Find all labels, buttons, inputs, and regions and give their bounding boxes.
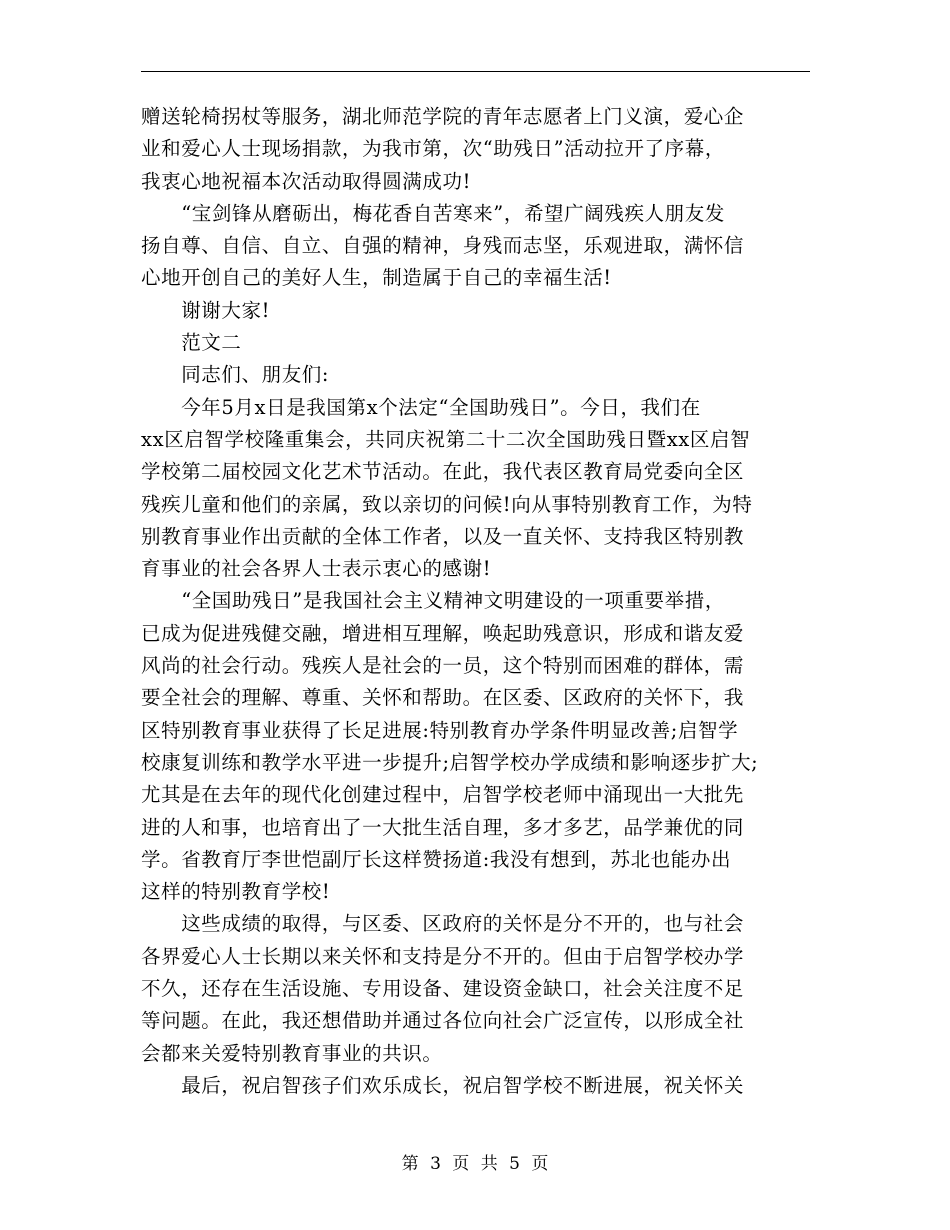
text-line: 赠送轮椅拐杖等服务，湖北师范学院的青年志愿者上门义演，爱心企	[141, 105, 745, 128]
text-line: 不久，还存在生活设施、专用设备、建设资金缺口，社会关注度不足	[141, 977, 745, 1001]
text-line: 风尚的社会行动。残疾人是社会的一员，这个特别而困难的群体，需	[141, 654, 745, 678]
text-line: 残疾儿童和他们的亲属，致以亲切的问候!向从事特别教育工作，为特	[141, 492, 753, 516]
text-line: 进的人和事，也培育出了一大批生活自理，多才多艺，品学兼优的同	[141, 815, 745, 839]
text-line: 要全社会的理解、尊重、关怀和帮助。在区委、区政府的关怀下，我	[141, 686, 745, 710]
text-line: 已成为促进残健交融，增进相互理解，唤起助残意识，形成和谐友爱	[141, 621, 745, 645]
text-line: 今年5月x日是我国第x个法定“全国助残日”。今日，我们在	[141, 395, 701, 419]
text-line: 等问题。在此，我还想借助并通过各位向社会广泛宣传，以形成全社	[141, 1009, 745, 1033]
text-line: 这样的特别教育学校!	[141, 880, 331, 904]
text-line: 学。省教育厅李世恺副厅长这样赞扬道:我没有想到，苏北也能办出	[141, 847, 732, 871]
text-line: “全国助残日”是我国社会主义精神文明建设的一项重要举措，	[141, 589, 725, 613]
text-line: 尤其是在去年的现代化创建过程中，启智学校老师中涌现出一大批先	[141, 783, 745, 807]
text-line: 会都来关爱特别教育事业的共识。	[141, 1041, 443, 1065]
text-line: 区特别教育事业获得了长足进展:特别教育办学条件明显改善;启智学	[141, 718, 739, 742]
text-line: 这些成绩的取得，与区委、区政府的关怀是分不开的，也与社会	[141, 912, 745, 936]
document-body	[141, 101, 810, 1102]
section-heading: 范文二	[141, 331, 242, 355]
text-line: 心地开创自己的美好人生，制造属于自己的幸福生活!	[141, 266, 612, 290]
text-line: 各界爱心人士长期以来关怀和支持是分不开的。但由于启智学校办学	[141, 944, 745, 968]
text-line: 最后，祝启智孩子们欢乐成长，祝启智学校不断进展，祝关怀关	[141, 1073, 745, 1097]
header-rule	[141, 71, 810, 72]
text-line: 别教育事业作出贡献的全体工作者，以及一直关怀、支持我区特别教	[141, 524, 745, 548]
text-line: 校康复训练和教学水平进一步提升;启智学校办学成绩和影响逐步扩大;	[141, 750, 759, 774]
salutation: 同志们、朋友们:	[141, 363, 330, 387]
text-line: 业和爱心人士现场捐款，为我市第，次“助残日”活动拉开了序幕，	[141, 137, 725, 161]
text-line: 学校第二届校园文化艺术节活动。在此，我代表区教育局党委向全区	[141, 460, 745, 484]
page-number-footer: 第 3 页 共 5 页	[401, 1154, 549, 1174]
text-line: xx区启智学校隆重集会，共同庆祝第二十二次全国助残日暨xx区启智	[141, 427, 751, 451]
text-line: 扬自尊、自信、自立、自强的精神，身残而志坚，乐观进取，满怀信	[141, 234, 745, 258]
text-line: 谢谢大家!	[141, 298, 271, 322]
text-line: 我衷心地祝福本次活动取得圆满成功!	[141, 169, 472, 193]
text-line: “宝剑锋从磨砺出，梅花香自苦寒来”，希望广阔残疾人朋友发	[141, 201, 725, 225]
text-line: 育事业的社会各界人士表示衷心的感谢!	[141, 557, 492, 581]
